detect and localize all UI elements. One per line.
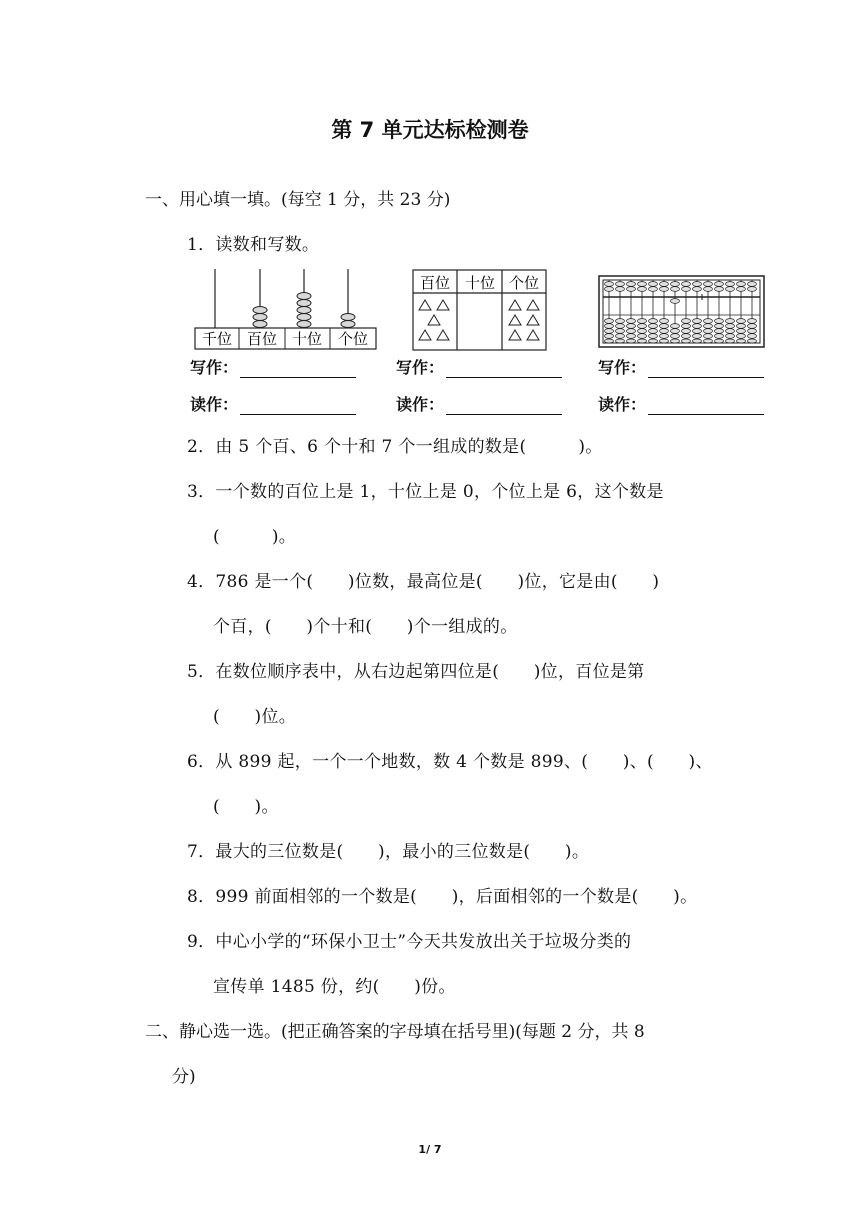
write-field-1[interactable]: 写作：: [190, 355, 356, 378]
read-blank-3[interactable]: [648, 398, 764, 415]
question-6-cont: ( )。: [213, 797, 279, 817]
question-2: 2．由 5 个百、6 个十和 7 个一组成的数是( )。: [187, 437, 603, 457]
place-value-table-figure: [412, 269, 548, 353]
question-9-cont: 宣传单 1485 份，约( )份。: [213, 977, 456, 997]
abacus-label-hundreds: 百位: [246, 330, 278, 348]
read-field-2[interactable]: 读作：: [396, 392, 562, 415]
section-1-heading: 一、用心填一填。(每空 1 分，共 23 分): [145, 190, 451, 210]
table-header-ones: 个位: [508, 274, 540, 292]
question-8: 8．999 前面相邻的一个数是( )，后面相邻的一个数是( )。: [187, 887, 698, 907]
question-5-cont: ( )位。: [213, 707, 297, 727]
question-7: 7．最大的三位数是( )，最小的三位数是( )。: [187, 842, 590, 862]
page-title: 第 7 单元达标检测卷: [331, 118, 529, 142]
abacus-figure: [598, 275, 766, 349]
abacus-label-thousands: 千位: [201, 330, 233, 348]
table-header-tens: 十位: [464, 274, 496, 292]
write-blank-3[interactable]: [648, 361, 764, 378]
section-2-heading-cont: 分): [172, 1067, 196, 1087]
write-blank-1[interactable]: [240, 361, 356, 378]
question-3-cont: ( )。: [213, 527, 297, 547]
table-header-hundreds: 百位: [419, 274, 451, 292]
question-3: 3．一个数的百位上是 1，十位上是 0，个位上是 6，这个数是: [187, 482, 664, 502]
question-5: 5．在数位顺序表中，从右边起第四位是( )位，百位是第: [187, 662, 645, 682]
read-blank-1[interactable]: [240, 398, 356, 415]
question-4: 4．786 是一个( )位数，最高位是( )位，它是由( ): [187, 572, 660, 592]
counting-rods-figure: [193, 266, 379, 352]
read-field-3[interactable]: 读作：: [598, 392, 764, 415]
page-number: 1/ 7: [418, 1143, 442, 1156]
write-field-2[interactable]: 写作：: [396, 355, 562, 378]
question-1: 1．读数和写数。: [187, 235, 320, 255]
question-4-cont: 个百，( )个十和( )个一组成的。: [213, 617, 518, 637]
write-field-3[interactable]: 写作：: [598, 355, 764, 378]
write-blank-2[interactable]: [446, 361, 562, 378]
question-9: 9．中心小学的“环保小卫士”今天共发放出关于垃圾分类的: [187, 932, 632, 952]
question-6: 6．从 899 起，一个一个地数，数 4 个数是 899、( )、( )、: [187, 752, 713, 772]
abacus-label-tens: 十位: [291, 330, 323, 348]
read-field-1[interactable]: 读作：: [190, 392, 356, 415]
section-2-heading: 二、静心选一选。(把正确答案的字母填在括号里)(每题 2 分，共 8: [145, 1022, 645, 1042]
read-blank-2[interactable]: [446, 398, 562, 415]
abacus-label-ones: 个位: [337, 330, 369, 348]
